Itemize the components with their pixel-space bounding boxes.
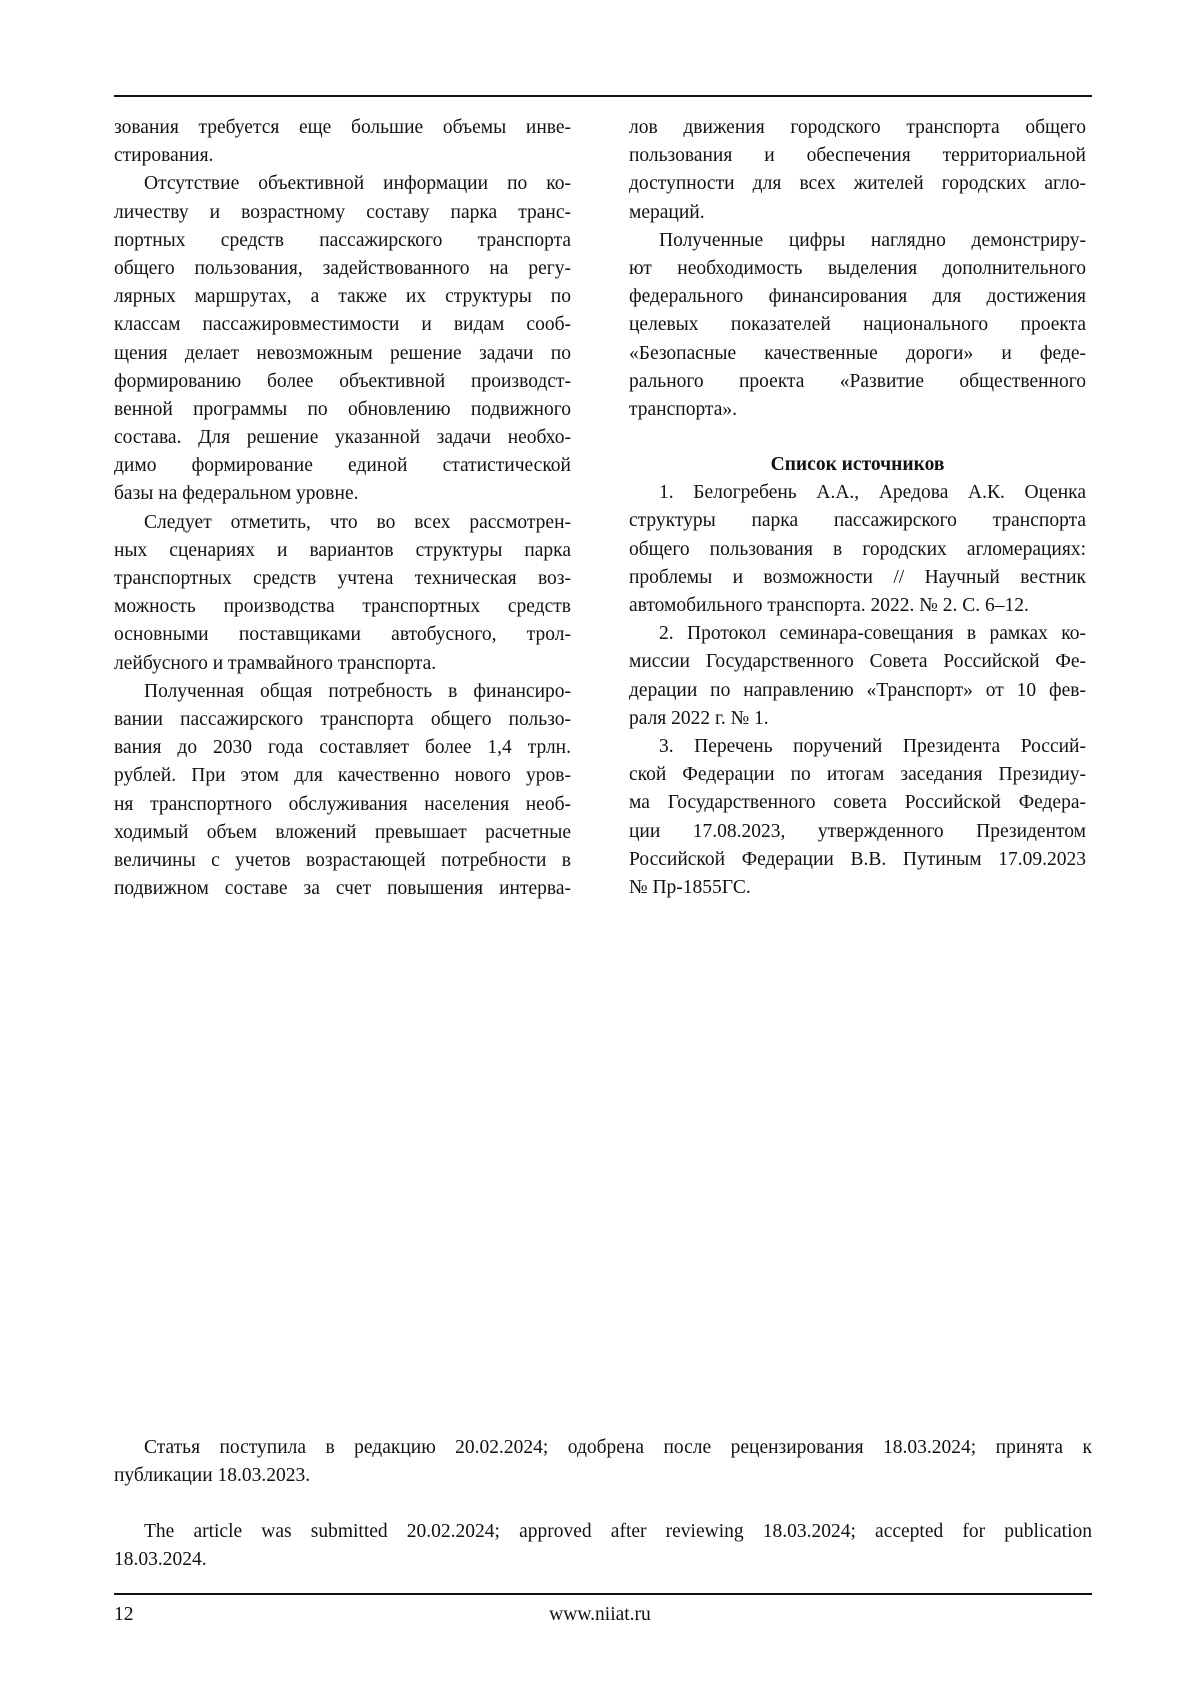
- bottom-rule: [114, 1593, 1092, 1595]
- top-rule: [114, 95, 1092, 97]
- paragraph-line: классам пассажировместимости и видам сооб-: [114, 314, 571, 336]
- references-heading: Список источников: [770, 454, 945, 476]
- reference-line: общего пользования в городских агломерациях:: [629, 538, 1086, 560]
- paragraph-line: ня транспортного обслуживания населения необ-: [114, 793, 571, 815]
- reference-line: Российской Федерации В.В. Путиным 17.09.2023: [629, 848, 1086, 870]
- paragraph-line: щения делает невозможным решение задачи по: [114, 342, 571, 364]
- reference-line: структуры парка пассажирского транспорта: [629, 510, 1086, 532]
- reference-line: раля 2022 г. № 1.: [629, 707, 769, 729]
- paragraph-line: лейбусного и трамвайного транспорта.: [114, 652, 437, 674]
- note-line: Статья поступила в редакцию 20.02.2024; одобрена после рецензирования 18.03.2024; принята к: [144, 1437, 1092, 1458]
- paragraph-line: «Безопасные качественные дороги» и феде-: [629, 342, 1086, 364]
- paragraph-line: вания до 2030 года составляет более 1,4 трлн.: [114, 737, 571, 759]
- reference-line: миссии Государственного Совета Российской Фе-: [629, 651, 1086, 673]
- paragraph-line: зования требуется еще большие объемы инве-: [114, 117, 571, 138]
- paragraph-line: транспорта».: [629, 398, 737, 420]
- paragraph-line: Полученная общая потребность в финансиро-: [144, 680, 571, 702]
- note-line: The article was submitted 20.02.2024; approved after reviewing 18.03.2024; accepted for publication: [144, 1521, 1092, 1542]
- reference-line: 2. Протокол семинара-совещания в рамках ко-: [659, 623, 1086, 645]
- paragraph-line: Следует отметить, что во всех рассмотрен-: [144, 511, 571, 533]
- paragraph-line: базы на федеральном уровне.: [114, 483, 359, 505]
- reference-line: 1. Белогребень А.А., Аредова А.К. Оценка: [659, 482, 1086, 504]
- paragraph-line: лов движения городского транспорта общего: [629, 117, 1086, 138]
- paragraph-line: Полученные цифры наглядно демонстриру-: [659, 229, 1086, 251]
- paragraph-line: мераций.: [629, 201, 705, 223]
- paragraph-line: рального проекта «Развитие общественного: [629, 370, 1086, 392]
- reference-line: № Пр-1855ГС.: [629, 876, 751, 898]
- spacer: [629, 424, 1086, 451]
- paragraph-line: Отсутствие объективной информации по ко-: [144, 173, 571, 195]
- page-number: 12: [114, 1604, 134, 1625]
- submission-note-ru: [114, 1434, 1092, 1490]
- note-line: публикации 18.03.2023.: [114, 1465, 311, 1487]
- paragraph-line: рублей. При этом для качественно нового уров-: [114, 765, 571, 787]
- paragraph-line: можность производства транспортных средств: [114, 596, 571, 618]
- paragraph-line: пользования и обеспечения территориальной: [629, 145, 1086, 167]
- paragraph-line: лярных маршрутах, а также их структуры по: [114, 286, 571, 308]
- reference-line: 3. Перечень поручений Президента Россий-: [659, 735, 1086, 757]
- website-link[interactable]: www.niiat.ru: [549, 1604, 651, 1625]
- reference-line: проблемы и возможности // Научный вестник: [629, 566, 1086, 588]
- reference-line: ма Государственного совета Российской Федера-: [629, 792, 1086, 814]
- paragraph-line: формированию более объективной производст-: [114, 370, 571, 392]
- paragraph-line: доступности для всех жителей городских агло-: [629, 173, 1086, 195]
- paragraph-line: вании пассажирского транспорта общего пользо-: [114, 708, 571, 730]
- paragraph-line: ных сценариях и вариантов структуры парка: [114, 539, 571, 561]
- paragraph-line: венной программы по обновлению подвижного: [114, 398, 571, 420]
- paragraph-line: ют необходимость выделения дополнительного: [629, 257, 1086, 279]
- left-column: [114, 114, 571, 903]
- reference-line: дерации по направлению «Транспорт» от 10 фев-: [629, 679, 1086, 701]
- submission-note-en: [114, 1518, 1092, 1574]
- paragraph-line: основными поставщиками автобусного, трол-: [114, 624, 571, 646]
- right-column: [629, 114, 1086, 902]
- paragraph-line: состава. Для решение указанной задачи необхо-: [114, 427, 571, 449]
- reference-line: ской Федерации по итогам заседания Президиу-: [629, 764, 1086, 786]
- paragraph-line: стирования.: [114, 145, 214, 167]
- paragraph-line: целевых показателей национального проекта: [629, 314, 1086, 336]
- paragraph-line: личеству и возрастному составу парка транс-: [114, 201, 571, 223]
- paragraph-line: федерального финансирования для достижения: [629, 286, 1086, 308]
- note-line: 18.03.2024.: [114, 1549, 207, 1571]
- paragraph-line: димо формирование единой статистической: [114, 455, 571, 477]
- paragraph-line: подвижном составе за счет повышения интерва-: [114, 878, 571, 900]
- reference-line: ции 17.08.2023, утвержденного Президентом: [629, 820, 1086, 842]
- paragraph-line: портных средств пассажирского транспорта: [114, 229, 571, 251]
- paragraph-line: транспортных средств учтена техническая воз-: [114, 568, 571, 589]
- paragraph-line: ходимый объем вложений превышает расчетные: [114, 821, 571, 843]
- paragraph-line: величины с учетов возрастающей потребности в: [114, 849, 571, 871]
- paragraph-line: общего пользования, задействованного на регу-: [114, 257, 571, 279]
- reference-line: автомобильного транспорта. 2022. № 2. С. 6–12.: [629, 595, 1029, 616]
